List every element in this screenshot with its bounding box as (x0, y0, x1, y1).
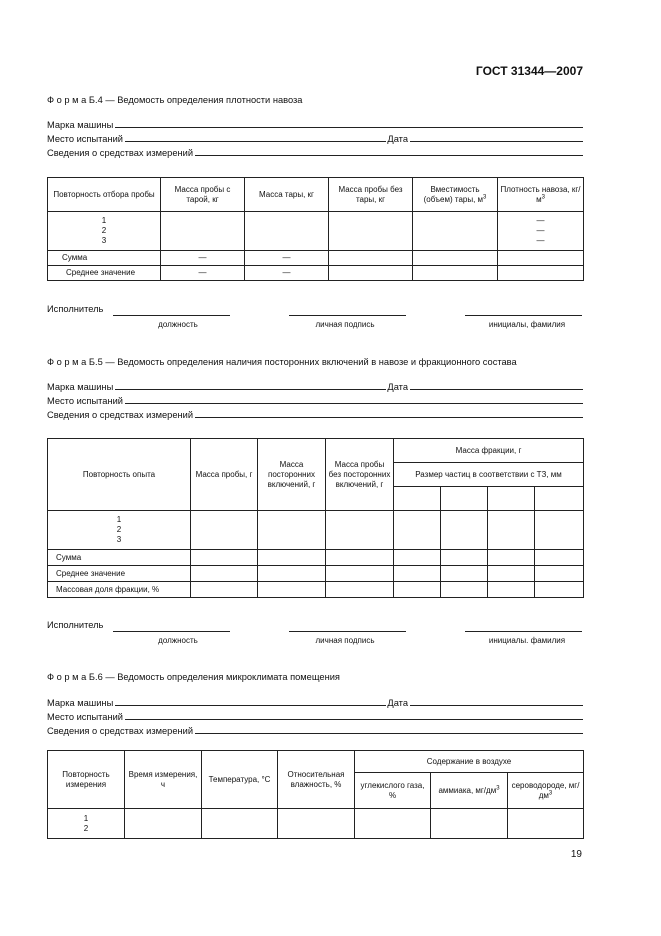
fill-line (125, 403, 583, 404)
dash-cell: — (161, 251, 245, 266)
col-header-sample-mass: Масса пробы, г (191, 439, 258, 511)
caption-initials: инициалы. фамилия (488, 636, 566, 645)
col-header-repeat: Повторность измерения (48, 751, 125, 809)
col-header-fraction-mass: Масса фракции, г (394, 439, 584, 463)
form-b5-place-field (47, 395, 584, 406)
signature-line (465, 631, 582, 632)
form-b4-title-text: — Ведомость определения плотности навоза (102, 95, 303, 105)
field-label: Марка машины (47, 120, 114, 130)
form-b5-title (47, 357, 517, 367)
form-b6-instruments-field (47, 725, 584, 736)
mean-row-label: Среднее значение (48, 566, 191, 582)
form-b5-prefix: Ф о р м а Б.5 (47, 357, 103, 367)
fill-line (195, 733, 583, 734)
signature-line (289, 315, 406, 316)
field-label-date: Дата (387, 134, 408, 144)
dash-cell: — (245, 251, 329, 266)
form-b4-instruments-field (47, 147, 584, 158)
signature-line (465, 315, 582, 316)
mass-share-row-label: Массовая доля фракции, % (48, 582, 191, 598)
table-cell (413, 212, 498, 251)
dash-cell: — (161, 266, 245, 281)
form-b4-table (47, 177, 584, 281)
form-b5-machine-date-field (47, 381, 584, 392)
form-b5-instruments-field (47, 409, 584, 420)
page-number: 19 (570, 849, 582, 860)
field-label: Марка машины (47, 382, 114, 392)
caption-initials: инициалы, фамилия (488, 320, 566, 329)
col-header-h2s: сероводороде, $мг/дм^3$ (508, 773, 584, 809)
sum-row-label: Сумма (48, 251, 161, 266)
form-b5-table (47, 438, 584, 598)
field-label-date: Дата (387, 698, 408, 708)
form-b4-machine-field (47, 119, 584, 130)
col-header: Масса тары, кг (245, 178, 329, 212)
table-cell (329, 212, 413, 251)
field-label: Сведения о средствах измерений (47, 148, 194, 158)
signature-line (113, 631, 230, 632)
form-b6-title (47, 672, 340, 682)
standard-designation: ГОСТ 31344—2007 (475, 64, 583, 78)
col-header: Масса пробы с тарой, кг (161, 178, 245, 212)
repeat-cell: 1 2 3 (48, 511, 191, 550)
form-b6-title-text: — Ведомость определения микроклимата помещения (102, 672, 340, 682)
mean-row-label: Среднее значение (48, 266, 161, 281)
caption-signature: личная подпись (315, 320, 375, 329)
form-b6-table (47, 750, 584, 839)
caption-signature: личная подпись (315, 636, 375, 645)
col-header-temperature: Температура, °С (202, 751, 278, 809)
performer-label: Исполнитель (47, 620, 104, 630)
fill-line (410, 389, 583, 390)
fill-line (125, 141, 386, 142)
fill-line (115, 389, 386, 390)
caption-position: должность (158, 320, 198, 329)
col-header-sample-no-foreign: Масса пробы без посторонних включений, г (326, 439, 394, 511)
field-label: Место испытаний (47, 396, 123, 406)
col-header: Масса пробы без тары, кг (329, 178, 413, 212)
field-label: Место испытаний (47, 134, 123, 144)
field-label: Марка машины (47, 698, 114, 708)
col-header: Вместимость (объем) тары, $м^3$ (413, 178, 498, 212)
col-header: Повторность отбора пробы (48, 178, 161, 212)
col-header-humidity: Относительная влажность, % (278, 751, 355, 809)
col-header: Плотность навоза, $кг/м^3$ (498, 178, 584, 212)
form-b4-place-date-field (47, 133, 584, 144)
form-b5-title-text: — Ведомость определения наличия посторонних включений в навозе и фракционного состава (102, 357, 517, 367)
signature-line (289, 631, 406, 632)
col-header-air-content: Содержание в воздухе (355, 751, 584, 773)
field-label: Место испытаний (47, 712, 123, 722)
fill-line (125, 719, 583, 720)
form-b6-place-field (47, 711, 584, 722)
field-label: Сведения о средствах измерений (47, 726, 194, 736)
repeat-cell: 1 2 3 (48, 212, 161, 251)
repeat-cell: 1 2 (48, 809, 125, 839)
table-cell (245, 212, 329, 251)
fill-line (115, 127, 583, 128)
caption-position: должность (158, 636, 198, 645)
field-label: Сведения о средствах измерений (47, 410, 194, 420)
form-b6-prefix: Ф о р м а Б.6 (47, 672, 103, 682)
density-dash-cell: — — — (498, 212, 584, 251)
fill-line (195, 417, 583, 418)
fill-line (195, 155, 583, 156)
field-label-date: Дата (387, 382, 408, 392)
performer-label: Исполнитель (47, 304, 104, 314)
fill-line (410, 705, 583, 706)
sum-row-label: Сумма (48, 550, 191, 566)
dash-cell: — (245, 266, 329, 281)
form-b4-title (47, 95, 302, 105)
col-header-foreign-mass: Масса посторонних включений, г (258, 439, 326, 511)
form-b4-prefix: Ф о р м а Б.4 (47, 95, 103, 105)
form-b6-machine-date-field (47, 697, 584, 708)
col-header-particle-size: Размер частиц в соответствии с ТЗ, мм (394, 463, 584, 487)
table-cell (161, 212, 245, 251)
col-header-time: Время измерения, ч (125, 751, 202, 809)
fill-line (410, 141, 583, 142)
col-header-co2: углекислого газа, % (355, 773, 431, 809)
col-header-repeat: Повторность опыта (48, 439, 191, 511)
col-header-ammonia: аммиака, $мг/дм^3$ (431, 773, 508, 809)
signature-line (113, 315, 230, 316)
fill-line (115, 705, 386, 706)
